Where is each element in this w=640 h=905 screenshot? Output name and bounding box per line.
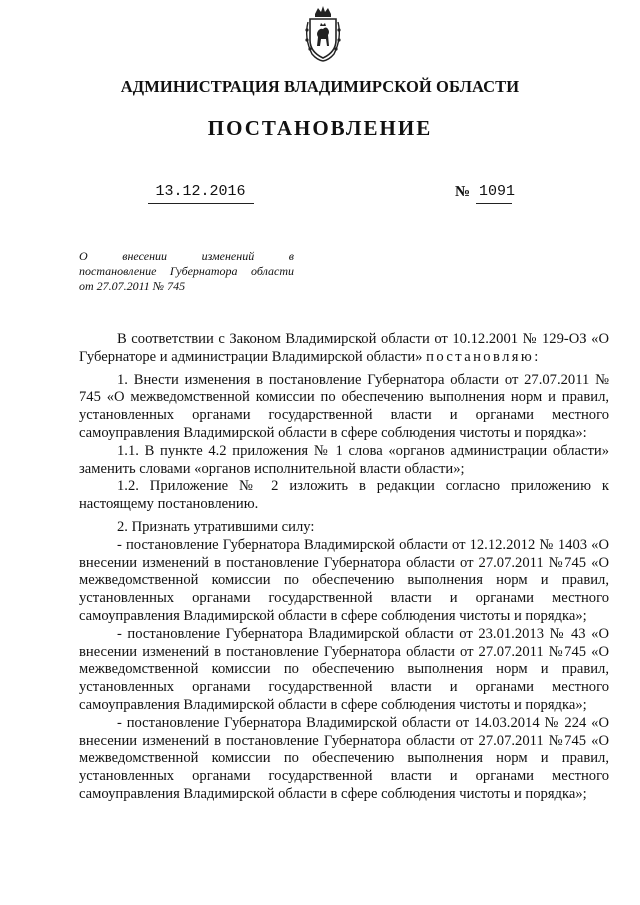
item-1-2-paragraph: 1.2. Приложение № 2 изложить в редакции согласно приложению к настоящему постановлению. (79, 478, 609, 513)
date-underline (148, 203, 254, 204)
item-2-b-paragraph: - постановление Губернатора Владимирской области от 23.01.2013 № 43 «О внесении изменений в постановление Губернатора области от 27.07.2011 №745 «О межведомственной комиссии по обеспечению выполнения норм и правил, установленных органами государственной власти и органами местного самоуправления Владимирской области в сфере соблюдения чистоты и порядка»; (79, 625, 609, 713)
number-sign: № (455, 184, 471, 200)
number-underline (476, 203, 512, 204)
preamble-keyword: постановляю: (426, 348, 541, 365)
item-2-c-paragraph: - постановление Губернатора Владимирской области от 14.03.2014 № 224 «О внесении изменений в постановление Губернатора области от 27.07.2011 №745 «О межведомственной комиссии по обеспечению выполнения норм и правил, установленных органами государственной власти и органами местного самоуправления Владимирской области в сфере соблюдения чистоты и порядка»; (79, 714, 609, 802)
document-number: 1091 (479, 183, 516, 200)
preamble-text: В соответствии с Законом Владимирской области от 10.12.2001 № 129-ОЗ «О Губернаторе и администрации Владимирской области» (79, 331, 609, 365)
item-2-a-paragraph: - постановление Губернатора Владимирской области от 12.12.2012 № 1403 «О внесении изменений в постановление Губернатора области от 27.07.2011 №745 «О межведомственной комиссии по обеспечению выполнения норм и правил, установленных органами государственной власти и органами местного самоуправления Владимирской области в сфере соблюдения чистоты и порядка»; (79, 536, 609, 624)
document-type-title: ПОСТАНОВЛЕНИЕ (207, 116, 433, 140)
document-subject (79, 249, 294, 294)
preamble-paragraph (79, 331, 609, 367)
document-date: 13.12.2016 (155, 183, 246, 200)
item-2-paragraph: 2. Признать утратившими силу: (117, 518, 315, 535)
subject-line: постановление Губернатора области (79, 264, 294, 278)
item-1-paragraph: 1. Внести изменения в постановление Губернатора области от 27.07.2011 № 745 «О межведомственной комиссии по обеспечению выполнения норм и правил, установленных органами государственной власти и органами местного самоуправления Владимирской области в сфере соблюдения чистоты и порядка»: (79, 371, 609, 441)
subject-line: от 27.07.2011 № 745 (79, 279, 186, 293)
subject-line: О внесении изменений в (79, 249, 294, 263)
item-1-1-paragraph: 1.1. В пункте 4.2 приложения № 1 слова «органов администрации области» заменить словами «органов исполнительной власти области»; (79, 442, 609, 477)
document-body (79, 331, 609, 804)
coat-of-arms-icon (303, 4, 343, 64)
organization-name: АДМИНИСТРАЦИЯ ВЛАДИМИРСКОЙ ОБЛАСТИ (120, 77, 520, 96)
